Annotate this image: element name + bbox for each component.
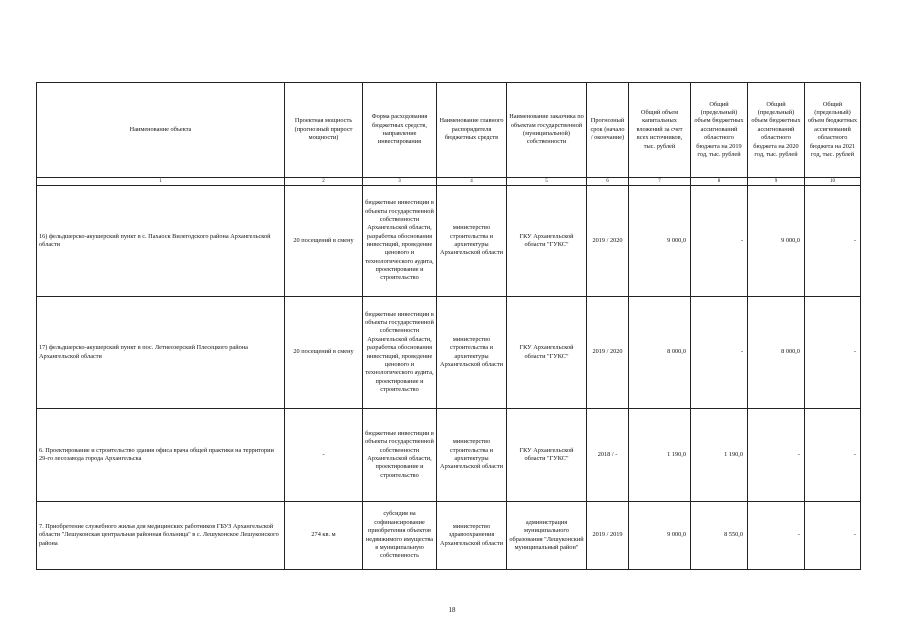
budget-2021: - bbox=[805, 186, 861, 297]
budget-2019: - bbox=[691, 186, 748, 297]
header-cell: Проектная мощность (прогнозный прирост мощности) bbox=[285, 83, 363, 178]
capacity: 274 кв. м bbox=[285, 502, 363, 570]
column-number: 10 bbox=[805, 178, 861, 186]
budget-2019: 8 550,0 bbox=[691, 502, 748, 570]
header-cell: Наименование заказчика по объектам государственной (муниципальной) собственности bbox=[507, 83, 587, 178]
header-cell: Общий (предельный) объем бюджетных ассигнований областного бюджета на 2020 год, тыс. рублей bbox=[748, 83, 805, 178]
investment-table bbox=[36, 82, 861, 570]
budget-2021: - bbox=[805, 297, 861, 409]
budget-2021: - bbox=[805, 409, 861, 502]
term: 2019 / 2020 bbox=[587, 186, 629, 297]
customer: администрация муниципального образования "Лешуконский муниципальный район" bbox=[507, 502, 587, 570]
header-cell: Общий объем капитальных вложений за счет всех источников, тыс. рублей bbox=[629, 83, 691, 178]
header-cell: Наименование главного распорядителя бюджетных средств bbox=[437, 83, 507, 178]
budget-2020: - bbox=[748, 502, 805, 570]
header-cell: Общий (предельный) объем бюджетных ассигнований областного бюджета на 2021 год, тыс. рублей bbox=[805, 83, 861, 178]
page-number: 18 bbox=[448, 606, 456, 614]
total-investment: 1 190,0 bbox=[629, 409, 691, 502]
header-cell: Прогнозный срок (начало / окончание) bbox=[587, 83, 629, 178]
header-row bbox=[37, 83, 861, 178]
term: 2018 / - bbox=[587, 409, 629, 502]
budget-2020: 9 000,0 bbox=[748, 186, 805, 297]
object-name: 17) фельдшерско-акушерский пункт в пос. Летнеозерский Плесецкого района Архангельской области bbox=[37, 297, 285, 409]
column-number: 4 bbox=[437, 178, 507, 186]
customer: ГКУ Архангельской области "ГУКС" bbox=[507, 409, 587, 502]
column-number: 3 bbox=[363, 178, 437, 186]
table-row bbox=[37, 297, 861, 409]
term: 2019 / 2019 bbox=[587, 502, 629, 570]
total-investment: 8 000,0 bbox=[629, 297, 691, 409]
object-name: 6. Проектирование и строительство здания офиса врача общей практики на территории 29-го лесозавода города Архангельска bbox=[37, 409, 285, 502]
table-row bbox=[37, 502, 861, 570]
object-name: 7. Приобретение служебного жилья для медицинских работников ГБУЗ Архангельской области "Лешуконская центральная районная больница" в с. Лешуконское Лешуконского района bbox=[37, 502, 285, 570]
column-number: 5 bbox=[507, 178, 587, 186]
column-number: 9 bbox=[748, 178, 805, 186]
total-investment: 9 000,0 bbox=[629, 186, 691, 297]
column-number: 1 bbox=[37, 178, 285, 186]
column-number: 8 bbox=[691, 178, 748, 186]
budget-2020: - bbox=[748, 409, 805, 502]
capacity: 20 посещений в смену bbox=[285, 297, 363, 409]
table-row bbox=[37, 186, 861, 297]
spending-form: бюджетные инвестиции в объекты государственной собственности Архангельской области, разработка обоснования инвестиций, проведение ценового и технологического аудита, проектирование и строительство bbox=[363, 186, 437, 297]
column-number-row bbox=[37, 178, 861, 186]
object-name: 16) фельдшерско-акушерский пункт в с. Пахаоск Вилегодского района Архангельской области bbox=[37, 186, 285, 297]
budget-manager: министерство здравоохранения Архангельской области bbox=[437, 502, 507, 570]
budget-2019: 1 190,0 bbox=[691, 409, 748, 502]
spending-form: бюджетные инвестиции в объекты государственной собственности Архангельской области, разработка обоснования инвестиций, проведение ценового и технологического аудита, проектирование и строительство bbox=[363, 297, 437, 409]
budget-manager: министерство строительства и архитектуры Архангельской области bbox=[437, 297, 507, 409]
header-cell: Общий (предельный) объем бюджетных ассигнований областного бюджета на 2019 год, тыс. рублей bbox=[691, 83, 748, 178]
budget-manager: министерство строительства и архитектуры Архангельской области bbox=[437, 409, 507, 502]
spending-form: бюджетные инвестиции в объекты государственной собственности Архангельской области, проектирование и строительство bbox=[363, 409, 437, 502]
header-cell: Форма расходования бюджетных средств, направление инвестирования bbox=[363, 83, 437, 178]
customer: ГКУ Архангельской области "ГУКС" bbox=[507, 297, 587, 409]
capacity: - bbox=[285, 409, 363, 502]
budget-2020: 8 000,0 bbox=[748, 297, 805, 409]
term: 2019 / 2020 bbox=[587, 297, 629, 409]
spending-form: субсидия на софинансирование приобретения объектов недвижимого имущества в муниципальную собственность bbox=[363, 502, 437, 570]
header-cell: Наименование объекта bbox=[37, 83, 285, 178]
budget-2021: - bbox=[805, 502, 861, 570]
customer: ГКУ Архангельской области "ГУКС" bbox=[507, 186, 587, 297]
column-number: 6 bbox=[587, 178, 629, 186]
budget-2019: - bbox=[691, 297, 748, 409]
total-investment: 9 000,0 bbox=[629, 502, 691, 570]
table-row bbox=[37, 409, 861, 502]
budget-manager: министерство строительства и архитектуры Архангельской области bbox=[437, 186, 507, 297]
column-number: 2 bbox=[285, 178, 363, 186]
capacity: 20 посещений в смену bbox=[285, 186, 363, 297]
column-number: 7 bbox=[629, 178, 691, 186]
